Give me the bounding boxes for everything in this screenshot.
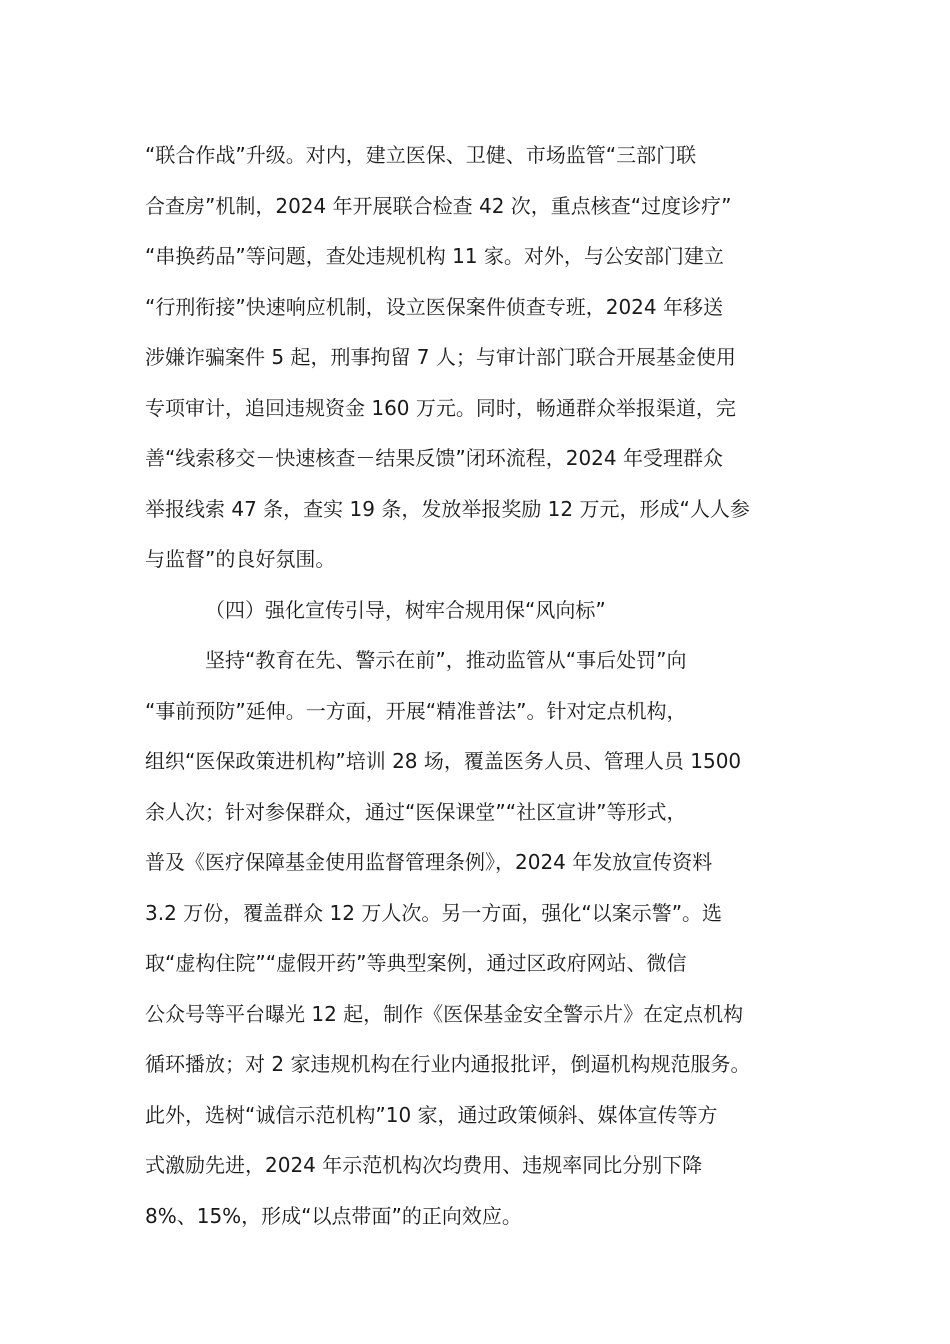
text-line: 8%、15%，形成“以点带面”的正向效应。: [145, 1203, 522, 1228]
text-line: 余人次；针对参保群众，通过“医保课堂”“社区宣讲”等形式，: [145, 799, 687, 824]
text-line: 与监督”的良好氛围。: [145, 547, 336, 571]
document-body: [145, 130, 810, 1241]
text-line: 举报线索 47 条，查实 19 条，发放举报奖励 12 万元，形成“人人参: [145, 496, 750, 521]
text-line: 专项审计，追回违规资金 160 万元。同时，畅通群众举报渠道，完: [145, 395, 736, 420]
text-line: 坚持“教育在先、警示在前”，推动监管从“事后处罚”向: [205, 648, 687, 672]
text-line: “行刑衔接”快速响应机制，设立医保案件侦查专班，2024 年移送: [145, 294, 723, 319]
paragraph-publicity: [145, 635, 810, 1241]
section-heading: （四）强化宣传引导，树牢合规用保“风向标”: [205, 597, 606, 622]
text-line: 取“虚构住院”“虚假开药”等典型案例，通过区政府网站、微信: [145, 951, 687, 975]
text-line: 此外，选树“诚信示范机构”10 家，通过政策倾斜、媒体宣传等方: [145, 1102, 718, 1127]
text-line: “事前预防”延伸。一方面，开展“精准普法”。针对定点机构，: [145, 698, 687, 723]
text-line: 涉嫌诈骗案件 5 起，刑事拘留 7 人；与审计部门联合开展基金使用: [145, 345, 736, 369]
text-line: “联合作战”升级。对内，建立医保、卫健、市场监管“三部门联: [145, 143, 697, 167]
text-line: 普及《医疗保障基金使用监督管理条例》，2024 年发放宣传资料: [145, 850, 713, 874]
text-line: 公众号等平台曝光 12 起，制作《医保基金安全警示片》在定点机构: [145, 1001, 744, 1026]
text-line: “串换药品”等问题，查处违规机构 11 家。对外，与公安部门建立: [145, 244, 724, 268]
text-line: 循环播放；对 2 家违规机构在行业内通报批评，倒逼机构规范服务。: [145, 1052, 751, 1076]
text-line: 3.2 万份，覆盖群众 12 万人次。另一方面，强化“以案示警”。选: [145, 900, 723, 925]
paragraph-continuation: [145, 130, 810, 585]
text-line: 善“线索移交－快速核查－结果反馈”闭环流程，2024 年受理群众: [145, 446, 723, 470]
text-line: 合查房”机制，2024 年开展联合检查 42 次，重点核查“过度诊疗”: [145, 193, 732, 218]
text-line: 组织“医保政策进机构”培训 28 场，覆盖医务人员、管理人员 1500: [145, 749, 742, 773]
text-line: 式激励先进，2024 年示范机构次均费用、违规率同比分别下降: [145, 1153, 703, 1177]
